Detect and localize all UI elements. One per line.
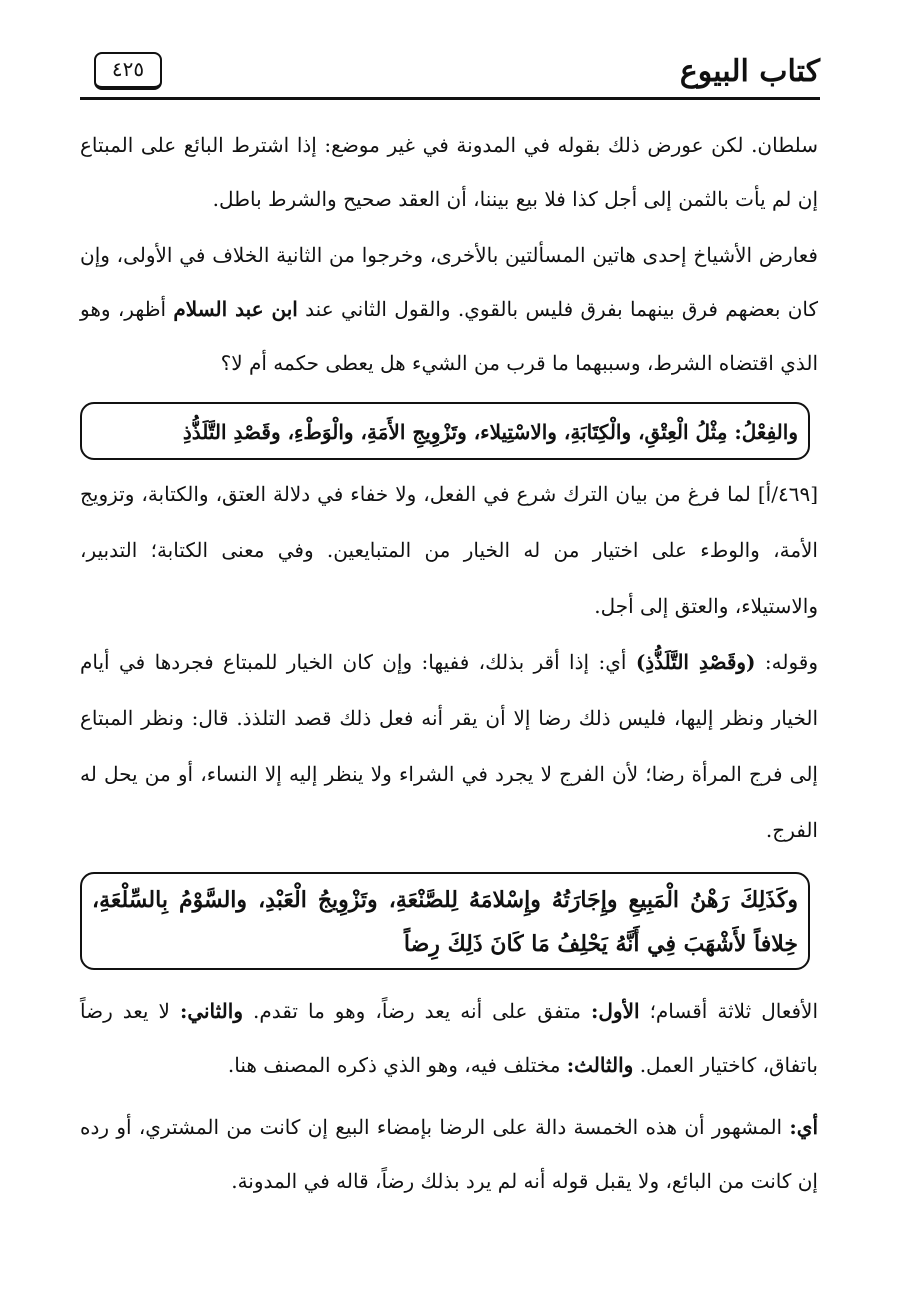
paragraph-1: سلطان. لكن عورض ذلك بقوله في المدونة في غير موضع: إذا اشترط البائع على المبتاع إن لم يأت بالثمن إلى أجل كذا فلا بيع بيننا، أن العقد صحيح والشرط باطل. xyxy=(80,133,818,211)
paragraph-3: [٤٦٩/أ] لما فرغ من بيان الترك شرع في الفعل، ولا خفاء في دلالة العتق، والكتابة، وتزويج الأمة، والوطء على اختيار من له الخيار من المتبايعين. وفي معنى الكتابة؛ التدبير، والاستيلاء، والعتق إلى أجل. xyxy=(80,482,818,618)
scholar-name: ابن عبد السلام xyxy=(173,297,298,321)
paragraph-6 xyxy=(80,1100,818,1208)
paragraph-4-text-a: وقوله: xyxy=(755,650,819,674)
paragraph-2-text-b: أظهر، وهو الذي اقتضاه الشرط، وسببهما ما قرب من الشيء هل يعطى حكمه أم لا؟ xyxy=(80,297,818,375)
paragraph-2-text-a: فعارض الأشياخ إحدى هاتين المسألتين بالأخرى، وخرجوا من الثانية الخلاف في الأولى، وإن كان بعضهم فرق بينهما بفرق فليس بالقوي. والقول الثاني عند xyxy=(80,243,819,321)
paragraph-5-text-a: الأفعال ثلاثة أقسام؛ xyxy=(639,999,818,1023)
paragraph-5-text-b: متفق على أنه يعد رضاً، وهو ما تقدم. xyxy=(243,999,591,1023)
paragraph-2 xyxy=(80,228,818,390)
book-title: كتاب البيوع xyxy=(679,54,820,89)
explanation-label: أي: xyxy=(789,1115,818,1139)
paragraph-4-text-b: أي: إذا أقر بذلك، ففيها: وإن كان الخيار للمبتاع فجردها في أيام الخيار ونظر إليها، فليس ذلك رضا إلا أن يقر أنه فعل ذلك قصد التلذذ. قال: ونظر المبتاع إلى فرج المرأة رضا؛ لأن الفرج لا يجرد في الشراء ولا ينظر إليه إلا النساء، أو من يحل له الفرج. xyxy=(80,650,818,842)
matn-box-1: والفِعْلُ: مِثْلُ الْعِتْقِ، والْكِتَابَةِ، والاسْتِيلاء، وتَزْوِيجِ الأَمَةِ، والْوَطْءِ، وقَصْدِ التَّلَذُّذِ xyxy=(80,402,810,460)
paragraph-5 xyxy=(80,984,818,1092)
page-number: ٤٢٥ xyxy=(94,52,162,90)
page-header xyxy=(80,46,820,100)
paragraph-5-text-d: مختلف فيه، وهو الذي ذكره المصنف هنا. xyxy=(227,1053,567,1077)
second-label: والثاني: xyxy=(179,999,243,1023)
paragraph-5-text-c: لا يعد رضاً باتفاق، كاختيار العمل. xyxy=(80,999,818,1077)
header-rule xyxy=(80,97,820,100)
paragraph-4 xyxy=(80,634,818,858)
first-label: الأول: xyxy=(591,999,640,1023)
matn-box-2: وكَذَلِكَ رَهْنُ الْمَبِيعِ وإِجَارَتُهُ وإِسْلامَهُ لِلصَّنْعَةِ، وتَزْوِيجُ الْعَبْدِ، والسَّوْمُ بِالسِّلْعَةِ، خِلافاً لأَشْهَبَ فِي أَنَّهُ يَحْلِفُ مَا كَانَ ذَلِكَ رِضاً xyxy=(80,872,810,970)
paragraph-6-text: المشهور أن هذه الخمسة دالة على الرضا بإمضاء البيع إن كانت من المشتري، أو رده إن كانت من البائع، ولا يقبل قوله أنه لم يرد بذلك رضاً، قاله في المدونة. xyxy=(80,1115,818,1193)
third-label: والثالث: xyxy=(566,1053,634,1077)
quoted-matn: (وقَصْدِ التَّلَذُّذِ) xyxy=(635,650,756,674)
